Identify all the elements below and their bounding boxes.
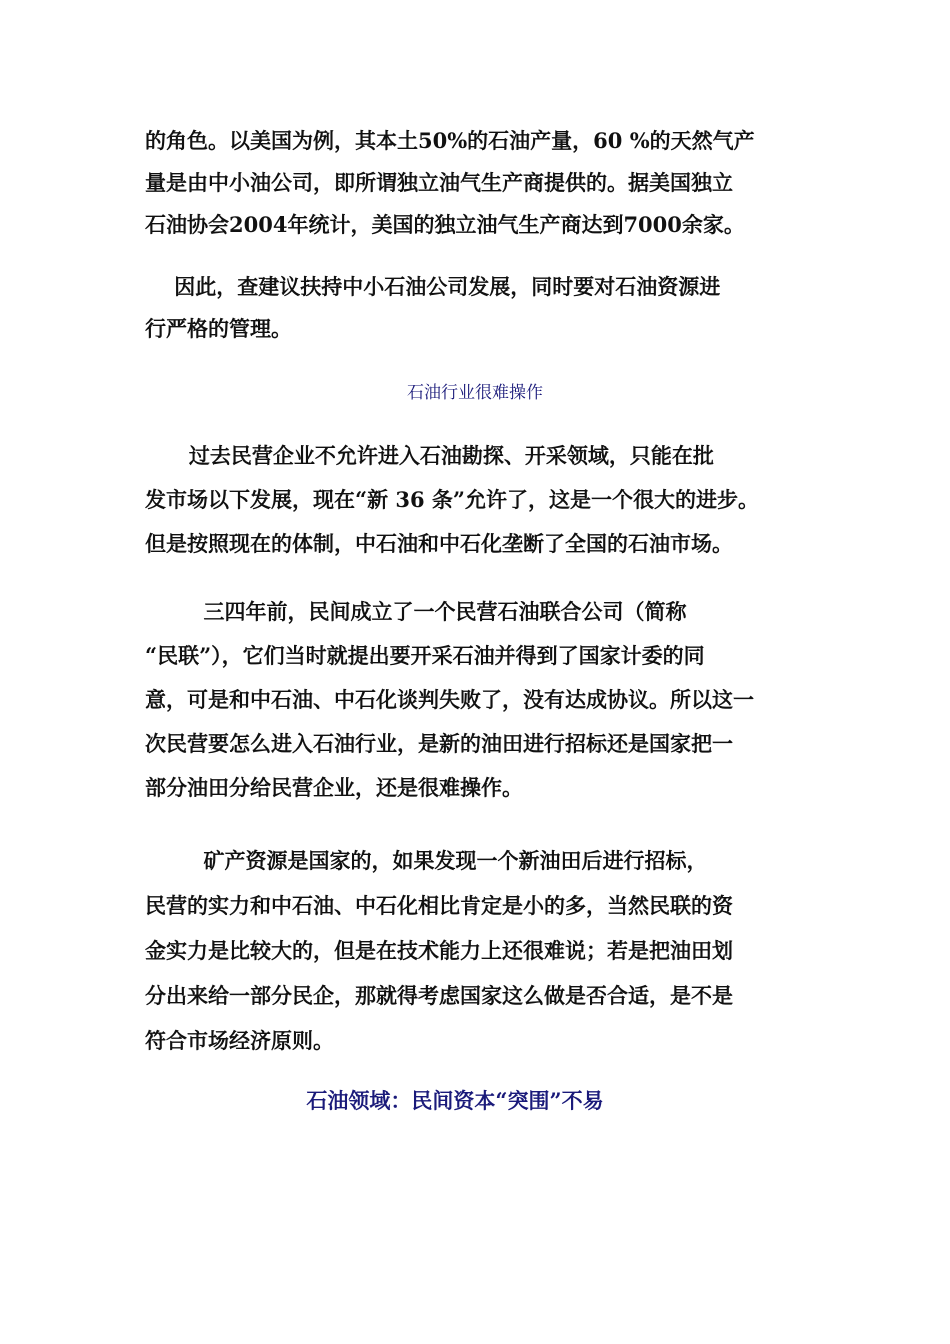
section-heading-private-capital-breakthrough: 石油领域：民间资本“突围”不易 xyxy=(306,1088,604,1113)
text-line: 次民营要怎么进入石油行业，是新的油田进行招标还是国家把一 xyxy=(145,731,733,756)
text-line: 发市场以下发展，现在“新 36 条”允许了，这是一个很大的进步。 xyxy=(145,487,760,512)
text-line: “民联”），它们当时就提出要开采石油并得到了国家计委的同 xyxy=(145,643,705,668)
text-line: 矿产资源是国家的，如果发现一个新油田后进行招标， xyxy=(145,848,708,873)
paragraph-minlian-history xyxy=(145,590,815,810)
text-line: 民营的实力和中石油、中石化相比肯定是小的多，当然民联的资 xyxy=(145,893,733,918)
text-line: 分出来给一部分民企，那就得考虑国家这么做是否合适，是不是 xyxy=(145,983,733,1008)
text-line: 三四年前，民间成立了一个民营石油联合公司（简称 xyxy=(145,599,687,624)
paragraph-private-enterprises-access xyxy=(145,434,815,566)
text-line: 因此，查建议扶持中小石油公司发展，同时要对石油资源进 xyxy=(145,274,721,299)
paragraph-mineral-resources xyxy=(145,838,815,1063)
text-line: 行严格的管理。 xyxy=(145,316,292,341)
text-line: 意，可是和中石油、中石化谈判失败了，没有达成协议。所以这一 xyxy=(145,687,754,712)
text-line: 的角色。以美国为例，其本土50%的石油产量，60 %的天然气产 xyxy=(145,128,755,153)
text-line: 部分油田分给民营企业，还是很难操作。 xyxy=(145,775,523,800)
text-line: 但是按照现在的体制，中石油和中石化垄断了全国的石油市场。 xyxy=(145,531,733,556)
section-heading-oil-industry-difficult: 石油行业很难操作 xyxy=(407,383,543,403)
text-line: 金实力是比较大的，但是在技术能力上还很难说；若是把油田划 xyxy=(145,938,733,963)
paragraph-us-independent-producers xyxy=(145,120,815,246)
paragraph-support-small-companies xyxy=(145,266,815,350)
text-line: 量是由中小油公司，即所谓独立油气生产商提供的。据美国独立 xyxy=(145,170,733,195)
text-line: 过去民营企业不允许进入石油勘探、开采领域，只能在批 xyxy=(145,443,714,468)
text-line: 符合市场经济原则。 xyxy=(145,1028,334,1053)
text-line: 石油协会2004年统计，美国的独立油气生产商达到7000余家。 xyxy=(145,212,745,237)
